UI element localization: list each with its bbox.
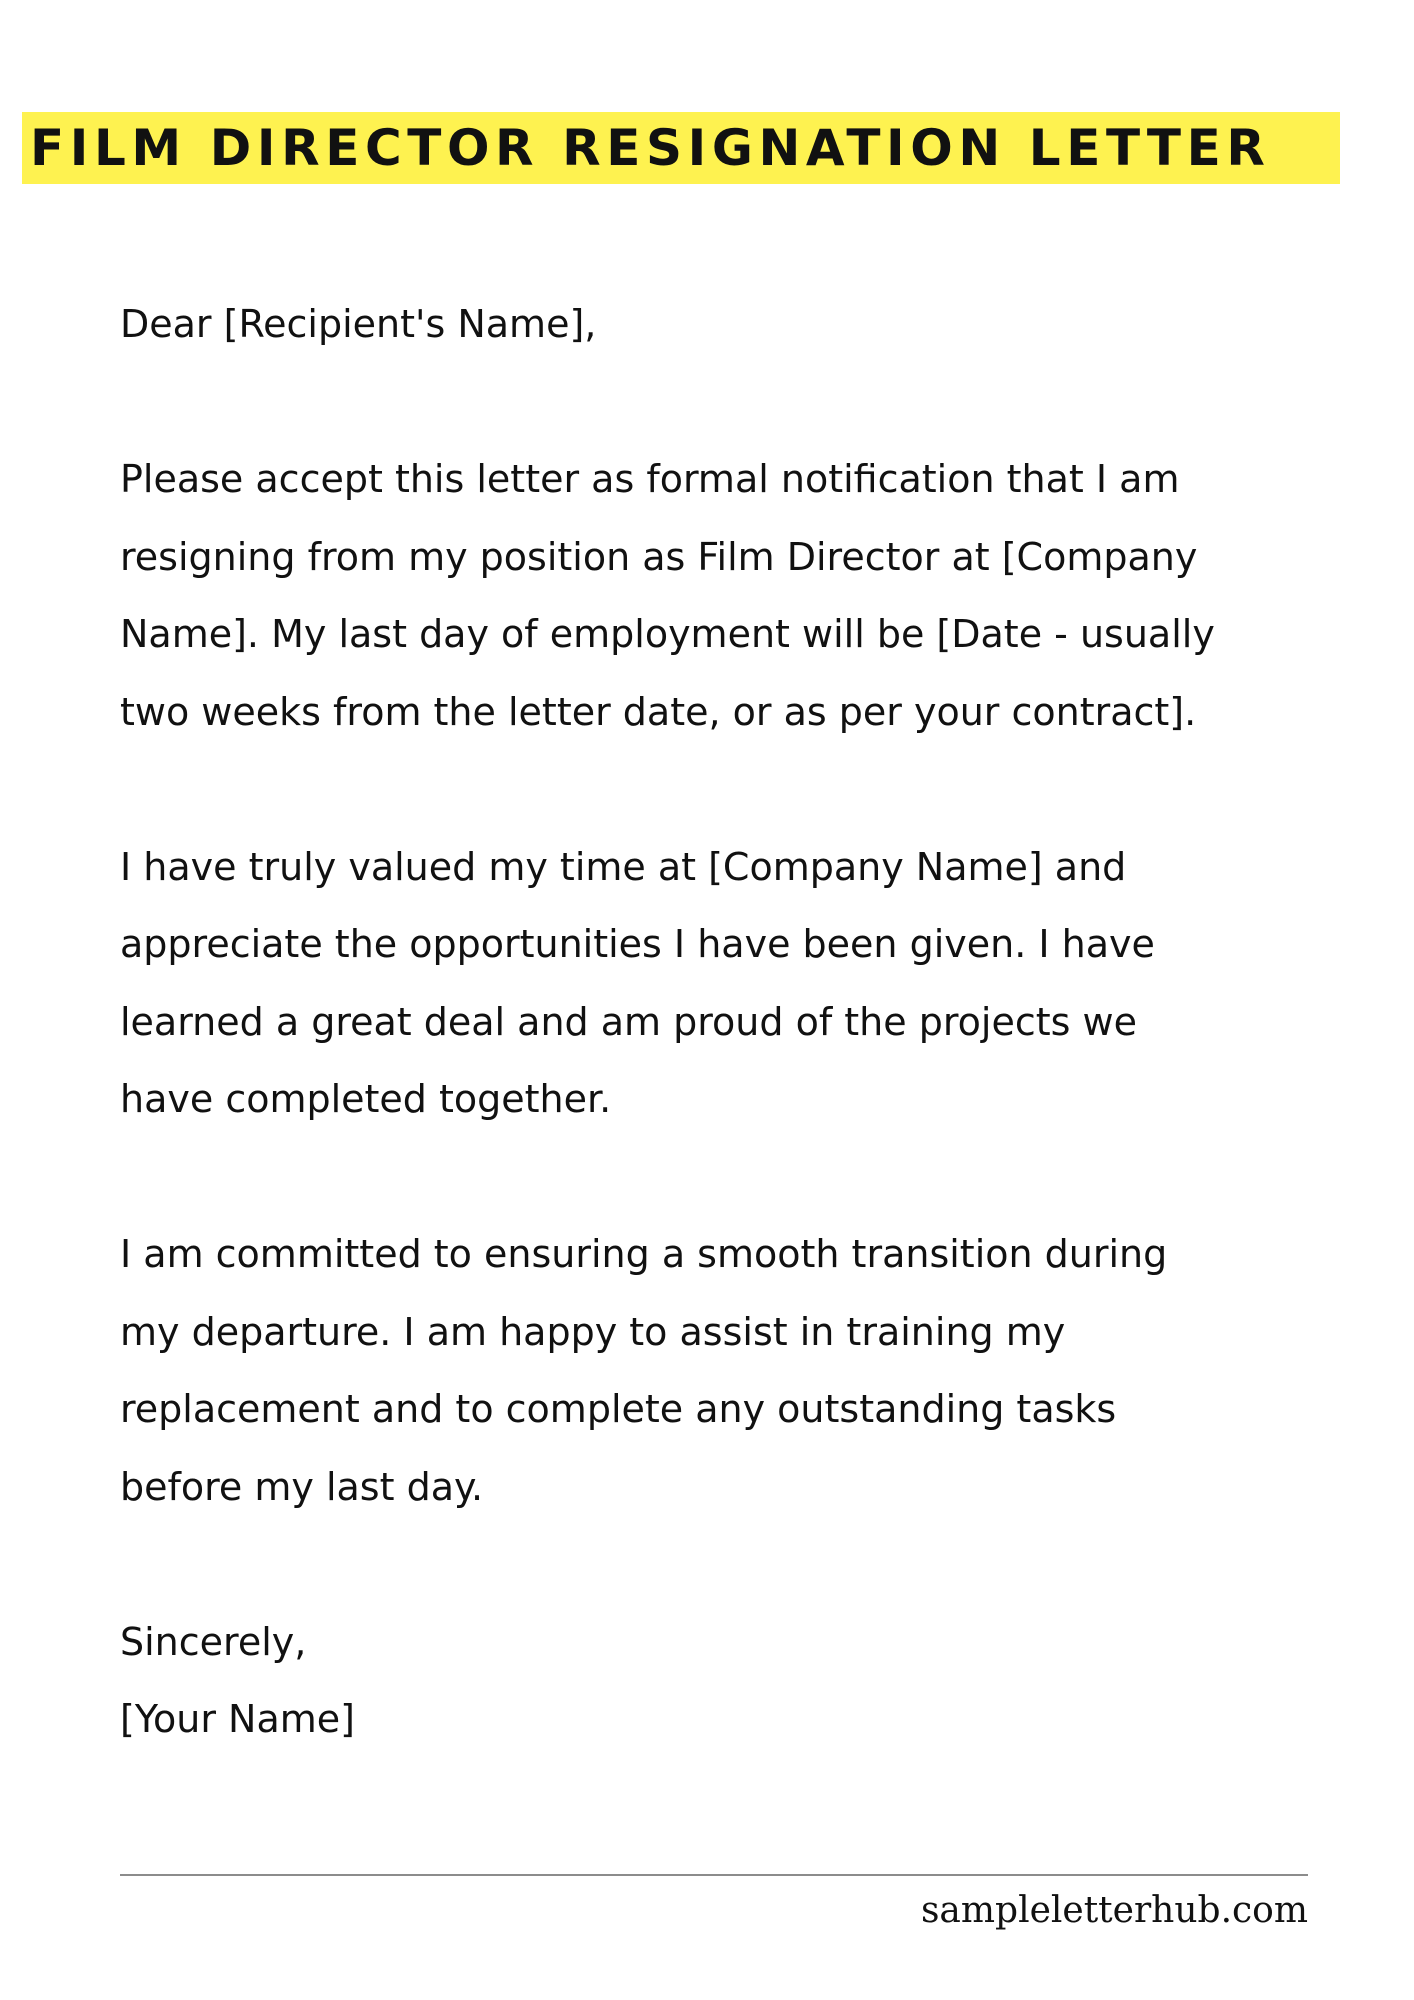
paragraph-line: learned a great deal and am proud of the projects we [120,999,1137,1044]
paragraph-line: have completed together. [120,1077,612,1121]
paragraph-line: I have truly valued my time at [Company Name] and [120,844,1127,889]
paragraph-line: appreciate the opportunities I have been given. I have [120,922,1155,966]
footer-divider [120,1874,1308,1876]
title-highlight [22,112,1340,184]
salutation: Dear [Recipient's Name], [120,302,597,346]
spacer [120,1526,1360,1604]
paragraph-line: replacement and to complete any outstanding tasks [120,1387,1117,1431]
page-title: FILM DIRECTOR RESIGNATION LETTER [30,119,1271,177]
paragraph-line: resigning from my position as Film Director at [Company [120,534,1198,579]
closing: Sincerely, [120,1619,307,1664]
letter-body [120,286,1360,1759]
paragraph-transition [120,1216,1360,1526]
paragraph-line: before my last day. [120,1464,484,1509]
paragraph-appreciation [120,829,1360,1139]
spacer [120,364,1360,442]
paragraph-line: two weeks from the letter date, or as per your contract]. [120,689,1197,734]
signature: [Your Name] [120,1697,355,1741]
spacer [120,751,1360,829]
paragraph-notification [120,441,1360,751]
paragraph-line: my departure. I am happy to assist in training my [120,1309,1066,1354]
paragraph-line: Name]. My last day of employment will be [Date - usually [120,612,1215,656]
paragraph-line: Please accept this letter as formal notification that I am [120,457,1180,501]
spacer [120,1139,1360,1217]
footer-website: sampleletterhub.com [920,1890,1308,1931]
paragraph-line: I am committed to ensuring a smooth transition during [120,1232,1168,1276]
